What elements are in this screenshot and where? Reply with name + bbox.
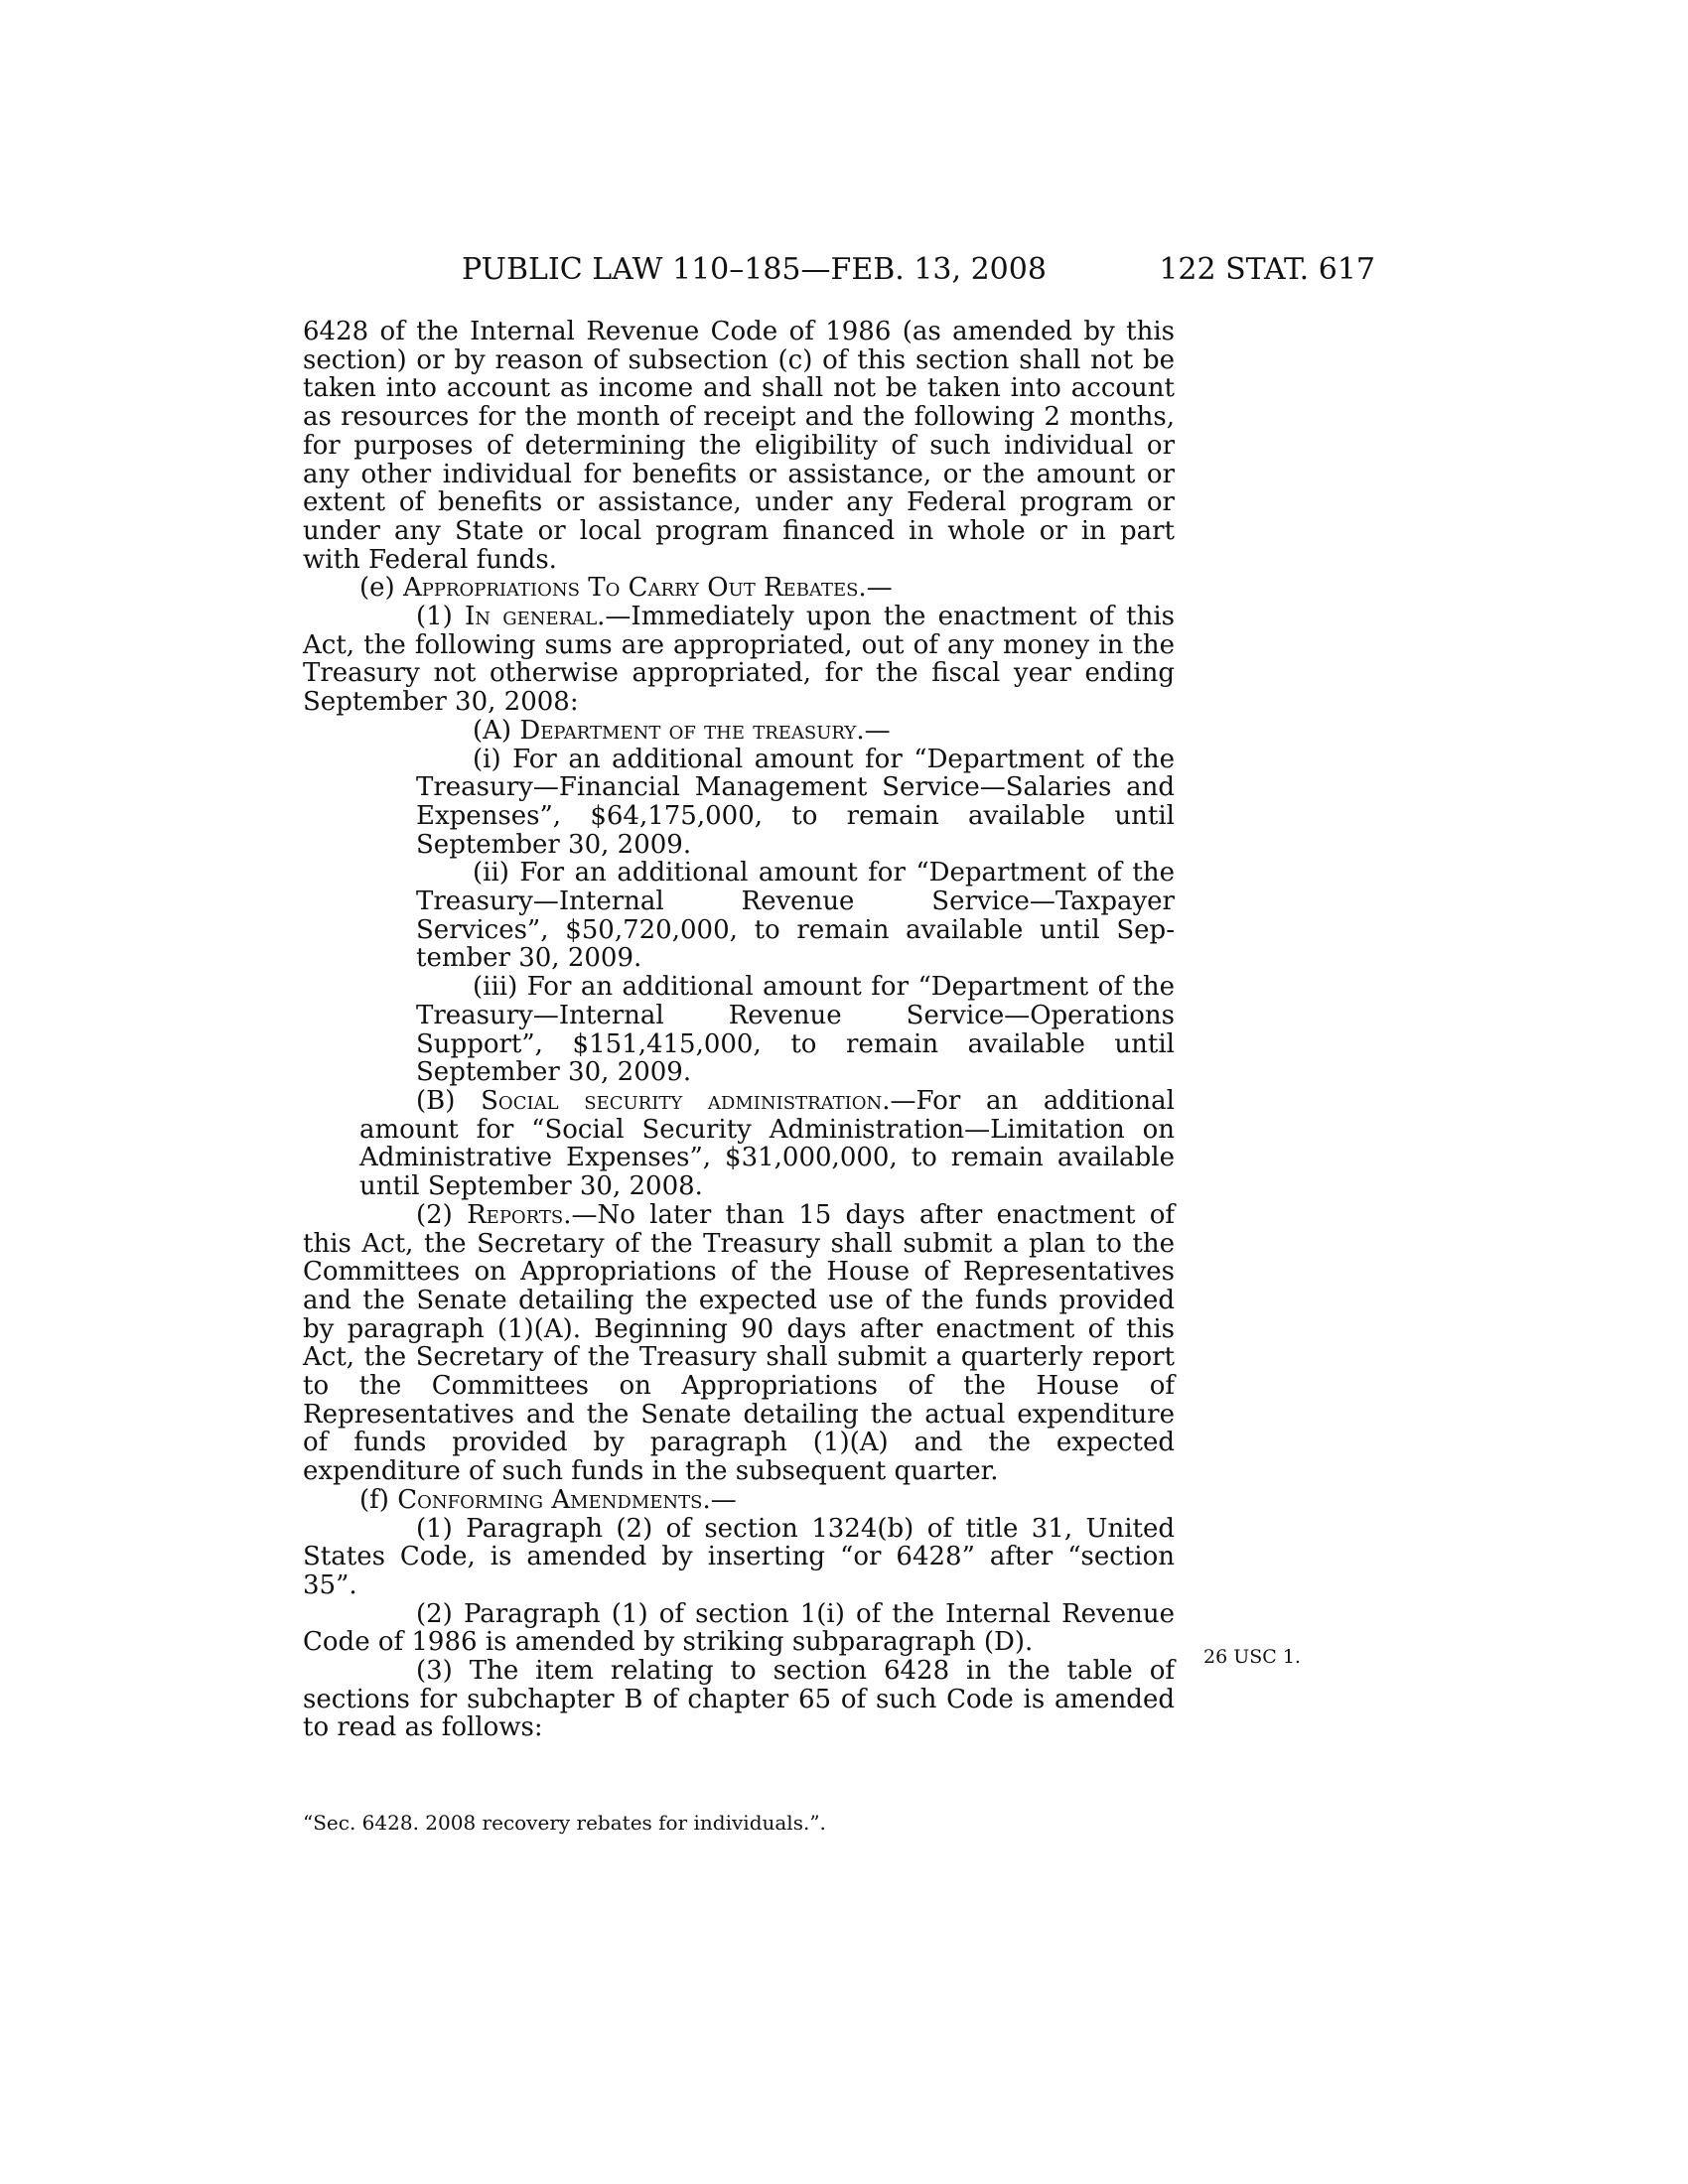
subsection-e-designator: (e) <box>359 573 395 604</box>
paragraph-f2: (2) Paragraph (1) of section 1(i) of the Internal Revenue Code of 1986 is amended by striking subparagraph (D). <box>303 1598 1175 1658</box>
paragraph-e1-heading: In general.— <box>465 602 632 632</box>
page-number: 122 STAT. 617 <box>1159 252 1375 287</box>
subparagraph-b-designator: (B) <box>416 1085 456 1116</box>
clause-ii: (ii) For an additional amount for “Department of the Treasury—Internal Revenue Service—Taxpayer Services”, $50,720,000, to remain available until September 30, 2009. <box>416 858 1175 974</box>
subparagraph-a-heading <box>303 717 1175 746</box>
clause-iii: (iii) For an additional amount for “Department of the Treasury—Internal Revenue Service—Operations Support”, $151,415,000, to remain available until September 30, 2009. <box>416 972 1175 1088</box>
subparagraph-a-title: Department of the treasury.— <box>519 715 891 746</box>
paragraph-e1-designator: (1) <box>416 602 453 632</box>
subsection-f-designator: (f) <box>359 1484 389 1515</box>
paragraph-e2-text: No later than 15 days after enactment of this Act, the Secretary of the Treasury shall submit a plan to the Committees on Appropriations of the House of Representatives and the Senate detailing the expected use of the funds provided by paragraph (1)(A). Beginning 90 days after enactment of this Act, the Secretary of the Treasury shall submit a quarterly report to the Committees on Appropriations of the House of Representatives and the Senate detailing the actual expenditure of funds provided by paragraph (1)(A) and the expected expenditure of such funds in the subsequent quarter. <box>303 1199 1176 1487</box>
paragraph-e2 <box>303 1201 1175 1486</box>
subparagraph-b-heading: Social security administration.— <box>481 1085 916 1116</box>
paragraph-f1: (1) Paragraph (2) of section 1324(b) of title 31, United States Code, is amended by inserting “or 6428” after “section 35”. <box>303 1513 1175 1600</box>
subparagraph-a-designator: (A) <box>473 715 512 746</box>
continuation-paragraph: 6428 of the Internal Revenue Code of 1986 (as amended by this section) or by reason of subsection (c) of this section shall not be taken into account as income and shall not be taken into account as resources for the month of receipt and the following 2 months, for purposes of determining the eligibility of such individual or any other individual for benefits or assistance, or the amount or extent of benefits or assistance, under any Federal program or under any State or local program financed in whole or in part with Federal funds. <box>303 317 1175 575</box>
clause-i: (i) For an additional amount for “Department of the Treasury—Financial Management Service—Salaries and Expenses”, $64,175,000, to remain available until September 30, 2009. <box>416 744 1175 860</box>
paragraph-f3: (3) The item relating to section 6428 in the table of sections for subchapter B of chapter 65 of such Code is amended to read as follows: <box>303 1656 1175 1743</box>
subsection-f-title: Conforming Amendments.— <box>397 1484 737 1515</box>
statute-body <box>303 318 1175 1742</box>
paragraph-e2-heading: Reports.— <box>467 1199 598 1230</box>
paragraph-e1 <box>303 603 1175 717</box>
amended-table-item: “Sec. 6428. 2008 recovery rebates for individuals.”. <box>303 1811 826 1835</box>
paragraph-e1-text: Immediately upon the enactment of this Act, the following sums are appropriated, out of any money in the Treasury not otherwise appropriated, for the fiscal year ending September 30, 2008: <box>303 602 1175 718</box>
subsection-e-heading <box>303 574 1175 603</box>
subparagraph-b <box>303 1087 1175 1201</box>
paragraph-e2-designator: (2) <box>416 1199 453 1230</box>
running-head: PUBLIC LAW 110–185—FEB. 13, 2008 <box>462 252 1047 287</box>
subsection-e-title: Appropriations To Carry Out Rebates.— <box>402 573 893 604</box>
margin-citation-note: 26 USC 1. <box>1203 1646 1301 1668</box>
page-header <box>303 250 1375 290</box>
subsection-f-heading <box>303 1486 1175 1515</box>
subparagraph-b-text: For an additional amount for “Social Security Administration—Limitation on Administrative Expenses”, $31,000,000, to remain available until September 30, 2008. <box>359 1085 1175 1202</box>
